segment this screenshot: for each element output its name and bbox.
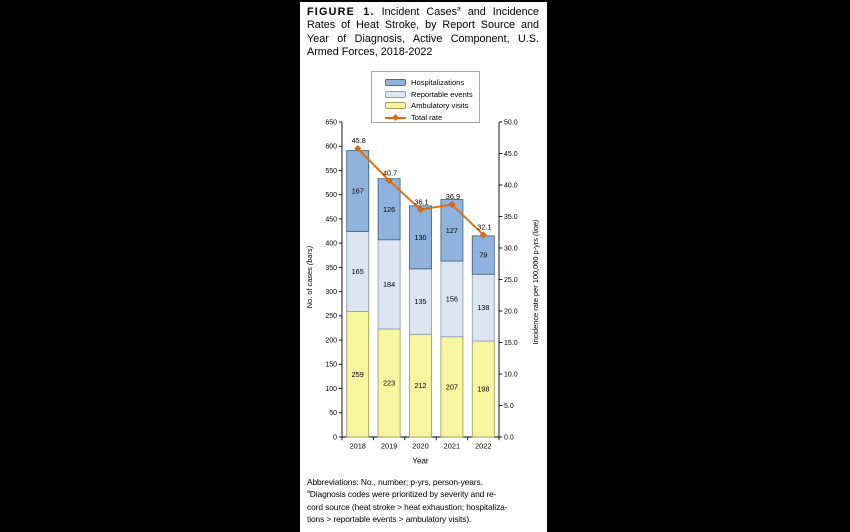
bar-value-label: 259 [351, 369, 364, 379]
footnote-abbreviations: Abbreviations: No., number; p-yrs, person-years. [307, 477, 483, 487]
figure-panel [300, 2, 547, 532]
bar-value-label: 79 [479, 250, 488, 260]
legend-item-hospitalizations [385, 77, 479, 89]
footnote-diagnosis-line-2: cord source (heat stroke > heat exhaustion; hospitaliza- [307, 501, 508, 512]
figure-number-label: FIGURE 1. [307, 6, 375, 18]
y-axis-left-tick-label: 550 [325, 167, 337, 175]
x-axis-category-label: 2019 [380, 441, 398, 451]
y-axis-left-tick-label: 250 [325, 313, 337, 321]
legend-label: Total rate [411, 113, 443, 123]
legend-label: Hospitalizations [411, 78, 465, 88]
rate-value-label: 40.7 [382, 168, 398, 178]
y-axis-right-tick-label: 5.0 [504, 402, 514, 410]
y-axis-right-tick-label: 40.0 [504, 182, 518, 190]
bar-value-label: 130 [414, 232, 427, 242]
bar-value-label: 167 [351, 186, 364, 196]
rate-value-label: 36.9 [445, 192, 461, 202]
footnote-diagnosis-line-3: tions > reportable events > ambulatory visits). [307, 513, 472, 524]
y-axis-left-tick-label: 450 [325, 216, 337, 224]
bar-value-label: 165 [351, 267, 364, 277]
y-axis-left-tick-label: 650 [325, 119, 337, 127]
heat-stroke-stacked-bar-chart [300, 102, 547, 474]
rate-value-label: 36.1 [414, 197, 429, 207]
footnote-superscript: a [307, 489, 310, 496]
y-axis-right-tick-label: 20.0 [504, 308, 518, 316]
y-axis-right-tick-label: 50.0 [504, 119, 518, 127]
y-axis-right-title: Incidence rate per 100,000 p-yrs (line) [531, 219, 540, 345]
legend-item-reportable-events [385, 89, 479, 101]
y-axis-right-tick-label: 35.0 [504, 213, 518, 221]
y-axis-left-tick-label: 50 [329, 410, 337, 418]
y-axis-left-tick-label: 400 [325, 240, 337, 248]
y-axis-right-tick-label: 30.0 [504, 245, 518, 253]
bar-value-label: 223 [383, 378, 396, 388]
legend-swatch-hospitalizations-icon [385, 79, 406, 86]
legend-swatch-reportable-events-icon [385, 91, 406, 98]
rate-value-label: 32.1 [477, 222, 492, 232]
y-axis-left-tick-label: 100 [325, 385, 337, 393]
x-axis-category-label: 2018 [349, 441, 366, 451]
x-axis-category-label: 2020 [412, 441, 429, 451]
legend-label: Reportable events [411, 89, 473, 99]
y-axis-left-tick-label: 150 [325, 361, 337, 369]
bar-value-label: 127 [445, 225, 458, 235]
y-axis-left-tick-label: 600 [325, 143, 337, 151]
bar-value-label: 156 [445, 294, 458, 304]
x-axis-title: Year [412, 456, 429, 466]
bar-value-label: 207 [445, 382, 458, 392]
bar-value-label: 126 [383, 204, 396, 214]
y-axis-left-tick-label: 0 [333, 434, 337, 442]
bar-value-label: 184 [383, 279, 396, 289]
figure-title [307, 6, 539, 60]
y-axis-right-tick-label: 25.0 [504, 276, 518, 284]
bar-value-label: 135 [414, 297, 427, 307]
x-axis-category-label: 2021 [443, 441, 461, 451]
y-axis-left-tick-label: 350 [325, 264, 337, 272]
figure-title-text-1: Incident Cases [374, 6, 458, 18]
y-axis-right-tick-label: 10.0 [504, 371, 518, 379]
x-axis-category-label: 2022 [475, 441, 492, 451]
legend-label: Ambulatory visits [411, 101, 469, 111]
bar-value-label: 198 [477, 384, 490, 394]
y-axis-right-tick-label: 45.0 [504, 150, 518, 158]
y-axis-left-tick-label: 500 [325, 192, 337, 200]
y-axis-left-tick-label: 300 [325, 289, 337, 297]
footnote-diagnosis-line-1: $^a$Diagnosis codes were prioritized by severity and re- [307, 489, 497, 500]
y-axis-right-tick-label: 15.0 [504, 339, 518, 347]
y-axis-right-tick-label: 0.0 [504, 434, 514, 442]
rate-value-label: 45.8 [351, 136, 366, 146]
figure-footnotes [307, 476, 545, 525]
title-superscript: a [457, 5, 461, 13]
figure-title-text-2: and Incidence Rates of Heat Stroke, by Report Source and Year of Diagnosis, Active Component, U.S. Armed Forces, 2018-2022 [307, 6, 540, 59]
y-axis-left-tick-label: 200 [325, 337, 337, 345]
y-axis-left-title: No. of cases (bars) [305, 245, 314, 309]
bar-value-label: 138 [477, 303, 490, 313]
bar-value-label: 212 [414, 381, 427, 391]
